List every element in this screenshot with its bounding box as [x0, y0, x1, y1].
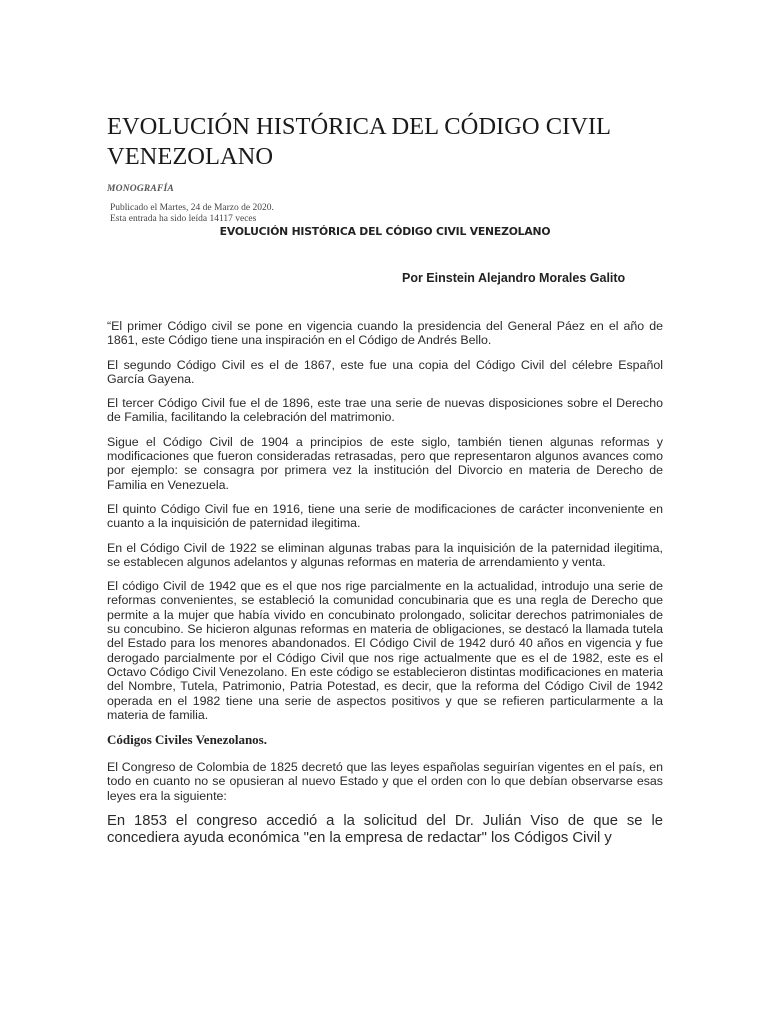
section-heading: Códigos Civiles Venezolanos. [107, 732, 267, 748]
paragraph: Sigue el Código Civil de 1904 a principios de este siglo, también tienen algunas reformas y modificaciones que fueron consideradas retrasadas, pero que representaron algunos avances como por ejemplo: se consagra por primera vez la institución del Divorcio en materia de Derecho de Familia en Venezuela. [107, 434, 663, 492]
document-page [107, 112, 663, 847]
publish-info [110, 203, 663, 225]
section-paragraph: El Congreso de Colombia de 1825 decretó que las leyes españolas seguirían vigentes en el país, en todo en cuanto no se opusieran al nuevo Estado y que el orden con lo que debían observarse esas leyes era la siguiente: [107, 760, 663, 803]
paragraph: En el Código Civil de 1922 se eliminan algunas trabas para la inquisición de la paternidad ilegitima, se establecen algunos adelantos y algunas reformas en materia de arrendamiento y venta. [107, 540, 663, 569]
section-tag: MONOGRAFÍA [107, 184, 174, 194]
large-paragraph: En 1853 el congreso accedió a la solicitud del Dr. Julián Viso de que se le concediera ayuda económica "en la empresa de redactar" los Códigos Civil y [107, 813, 663, 847]
published-date: Publicado el Martes, 24 de Marzo de 2020. [110, 203, 274, 213]
document-title: EVOLUCIÓN HISTÓRICA DEL CÓDIGO CIVIL VENEZOLANO [107, 113, 611, 170]
paragraph: “El primer Código civil se pone en vigencia cuando la presidencia del General Páez en el año de 1861, este Código tiene una inspiración en el Código de Andrés Bello. [107, 319, 663, 348]
author-line: Por Einstein Alejandro Morales Galito [402, 271, 626, 285]
paragraph: El segundo Código Civil es el de 1867, este fue una copia del Código Civil del célebre Español García Gayena. [107, 357, 663, 386]
paragraph: El tercer Código Civil fue el de 1896, este trae una serie de nuevas disposiciones sobre el Derecho de Familia, facilitando la celebración del matrimonio. [107, 396, 663, 425]
paragraph: El quinto Código Civil fue en 1916, tiene una serie de modificaciones de carácter inconveniente en cuanto a la inquisición de paternidad ilegitima. [107, 501, 663, 531]
document-subtitle: EVOLUCIÓN HISTÓRICA DEL CÓDIGO CIVIL VENEZOLANO [219, 225, 551, 238]
paragraph: El código Civil de 1942 que es el que nos rige parcialmente en la actualidad, introdujo una serie de reformas convenientes, se estableció la comunidad concubinaria que es una regla de Derecho que permite a la mujer que había vivido en concubinato prolongado, solicitar derechos patrimoniales de su concubino. Se hicieron algunas reformas en materia de obligaciones, se destacó la llamada tutela del Estado para los menores abandonados. El Código Civil de 1942 duró 40 años en vigencia y fue derogado parcialmente por el Código Civil que nos rige actualmente que es el de 1982, este es el Octavo Código Civil Venezolano. En este código se establecieron distintas modificaciones en materia del Nombre, Tutela, Patrimonio, Patria Potestad, es decir, que la reforma del Código Civil de 1942 operada en el 1982 tiene una serie de aspectos positivos y que se refieren particularmente a la materia de familia. [107, 579, 663, 722]
read-count: Esta entrada ha sido leída 14117 veces [110, 214, 257, 224]
